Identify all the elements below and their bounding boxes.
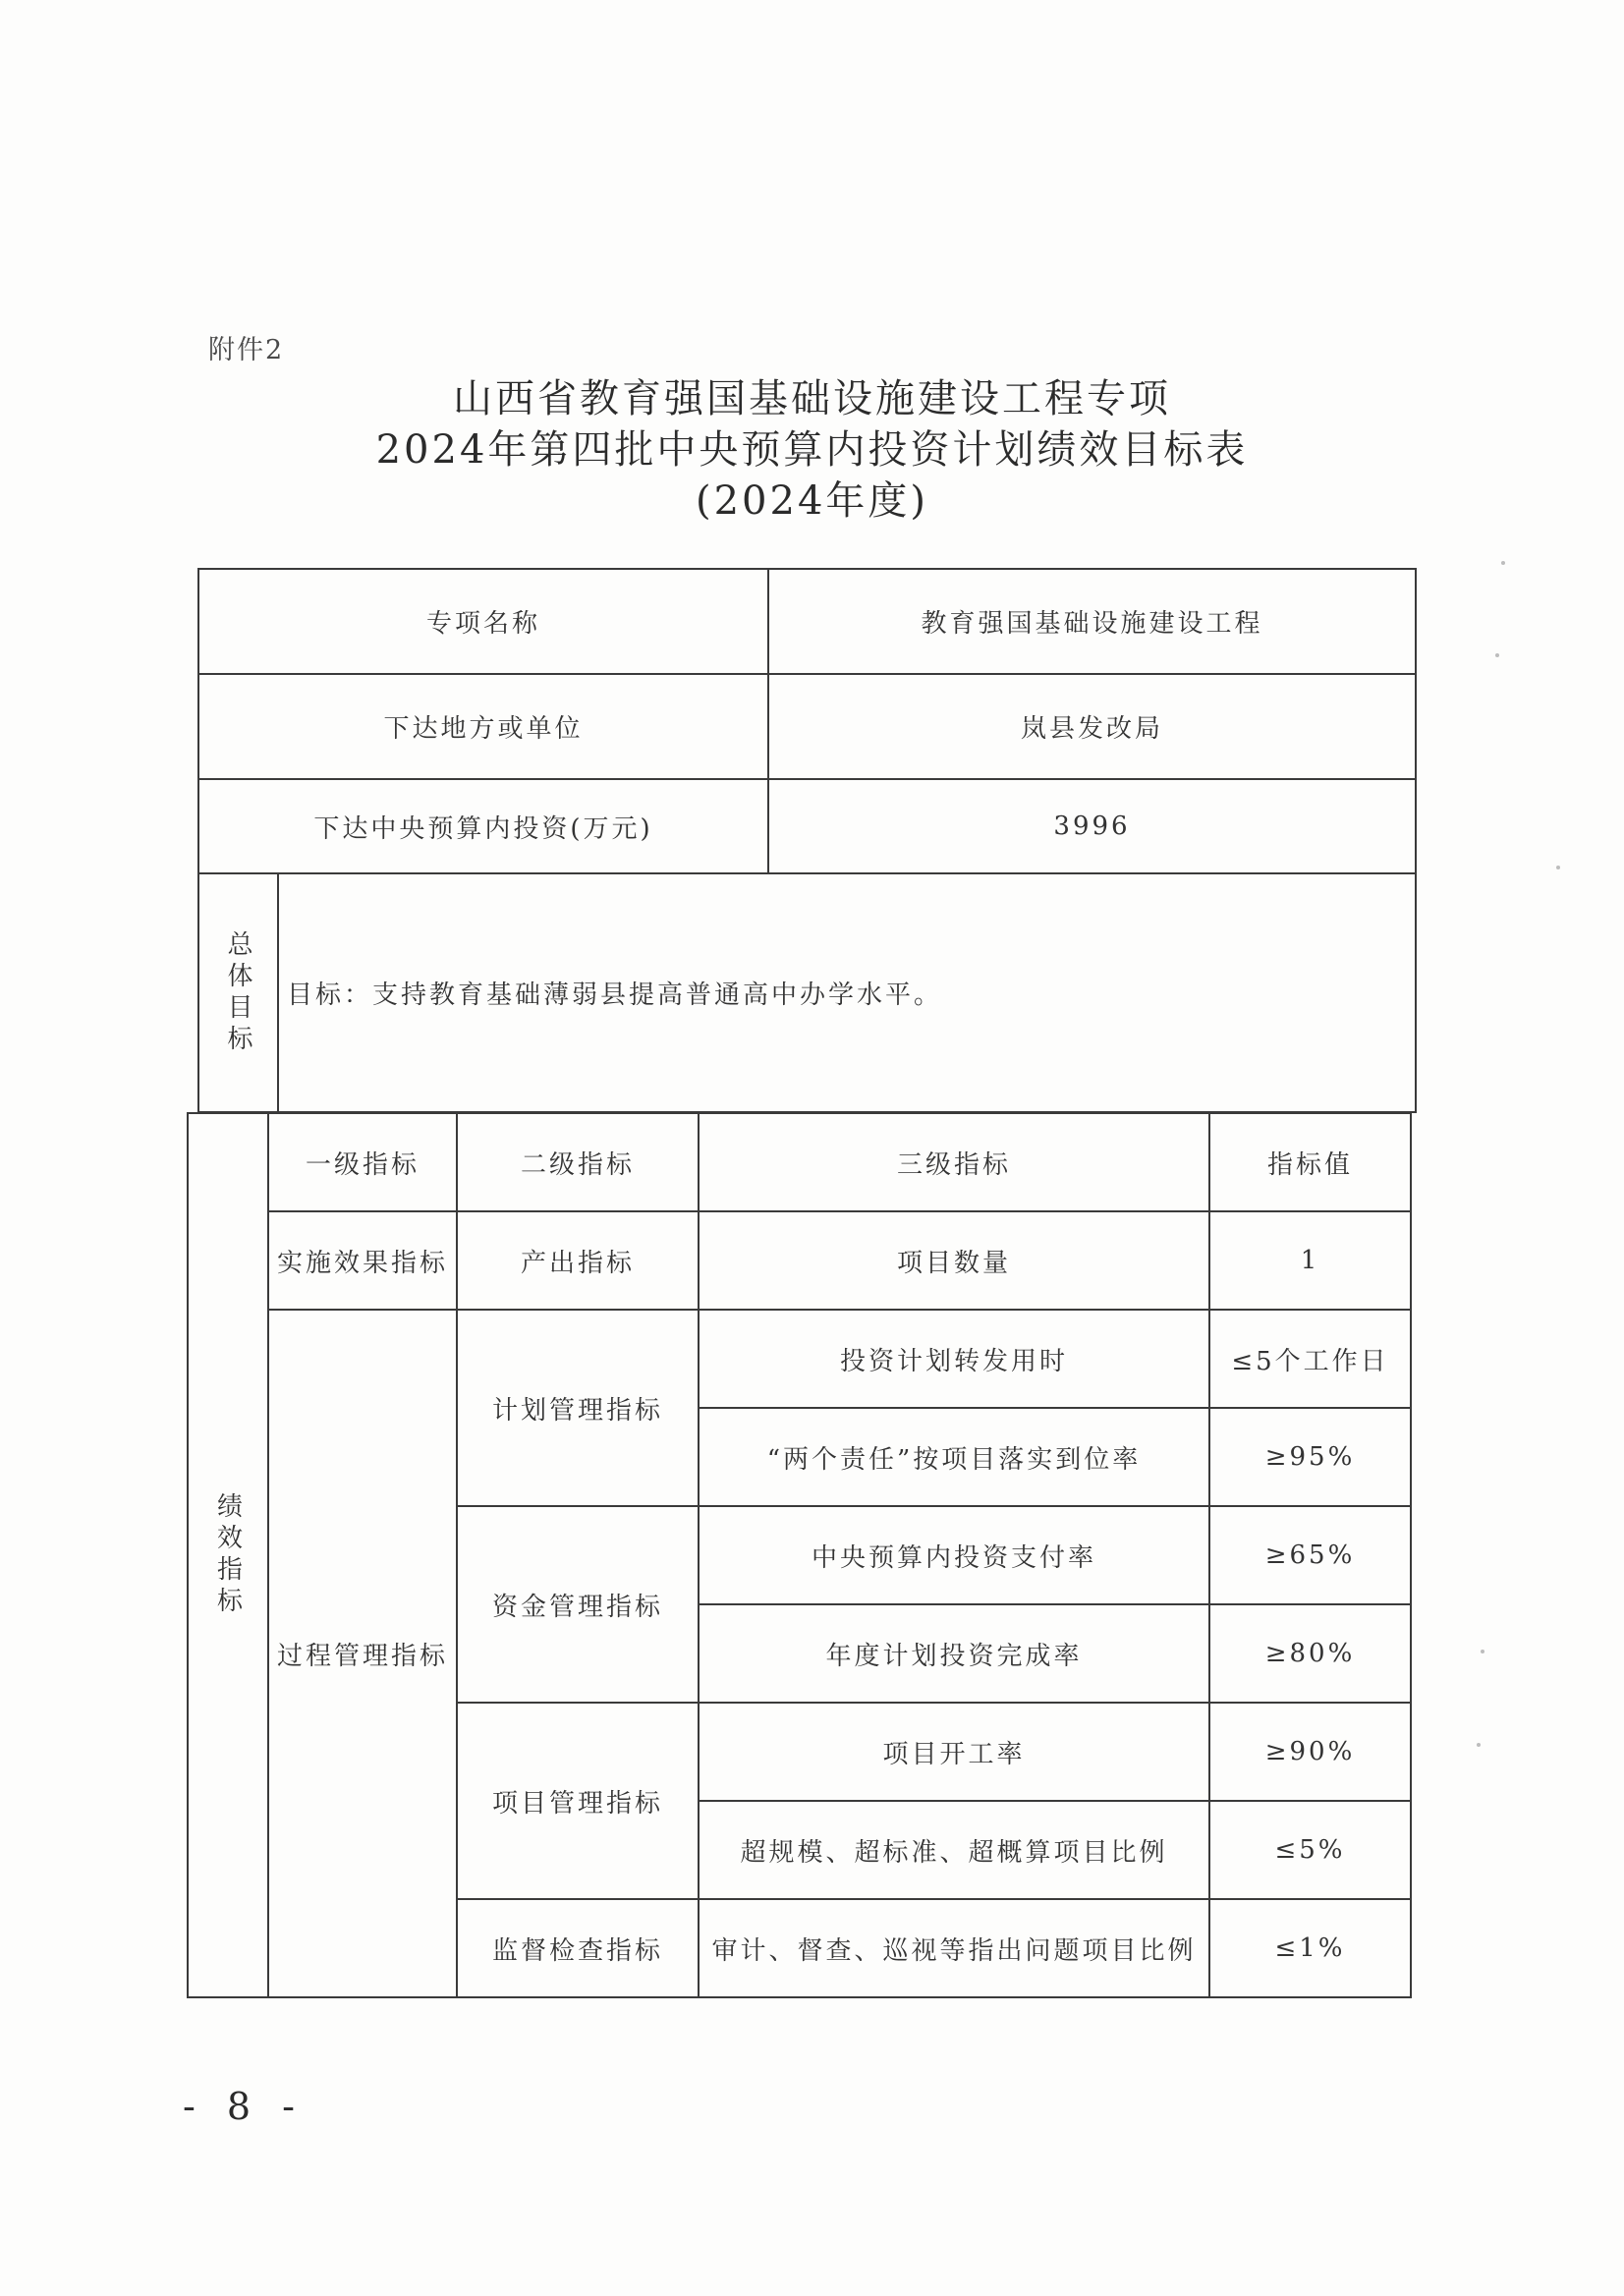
performance-metrics-table [187,1112,1412,1998]
scan-speck [1556,866,1560,869]
attachment-label: 附件2 [208,335,285,365]
project-row-2-value: ≤5% [1209,1801,1411,1899]
process-level1: 过程管理指标 [268,1310,457,1997]
project-info-table [197,568,1417,1113]
overall-goal-text: 目标：支持教育基础薄弱县提高普通高中办学水平。 [278,873,1416,1112]
effect-level1: 实施效果指标 [268,1211,457,1310]
overall-goal-label-cell [198,873,278,1112]
table-row [198,674,1416,779]
plan-row-1-value: ≤5个工作日 [1209,1310,1411,1408]
table-row [188,1310,1411,1408]
header-level3: 三级指标 [699,1113,1209,1211]
supervision-value: ≤1% [1209,1899,1411,1997]
supervision-label: 监督检查指标 [457,1899,699,1997]
header-value: 指标值 [1209,1113,1411,1211]
recipient-label: 下达地方或单位 [198,674,768,779]
title-line-2: 2024年第四批中央预算内投资计划绩效目标表 [375,427,1249,473]
scan-speck [1477,1743,1481,1747]
plan-mgmt-label: 计划管理指标 [457,1310,699,1506]
scan-speck [1501,561,1505,565]
overall-goal-label: 总体目标 [223,929,252,1056]
effect-level2: 产出指标 [457,1211,699,1310]
title-line-3: (2024年度) [695,478,928,524]
table-row [188,1113,1411,1211]
fund-row-2-level3: 年度计划投资完成率 [699,1604,1209,1703]
plan-row-2-value: ≥95% [1209,1408,1411,1506]
fund-mgmt-label: 资金管理指标 [457,1506,699,1703]
table-row [198,873,1416,1112]
project-name-label: 专项名称 [198,569,768,674]
project-name-value: 教育强国基础设施建设工程 [768,569,1416,674]
project-mgmt-label: 项目管理指标 [457,1703,699,1899]
metrics-side-label: 绩效指标 [212,1492,243,1618]
page-number: - 8 - [183,2085,306,2128]
investment-label: 下达中央预算内投资(万元) [198,779,768,873]
table-row [188,1211,1411,1310]
plan-row-2-level3: “两个责任”按项目落实到位率 [699,1408,1209,1506]
project-row-1-level3: 项目开工率 [699,1703,1209,1801]
fund-row-2-value: ≥80% [1209,1604,1411,1703]
header-level1: 一级指标 [268,1113,457,1211]
investment-value: 3996 [768,779,1416,873]
plan-row-1-level3: 投资计划转发用时 [699,1310,1209,1408]
effect-level3: 项目数量 [699,1211,1209,1310]
fund-row-1-value: ≥65% [1209,1506,1411,1604]
title-line-1: 山西省教育强国基础设施建设工程专项 [453,376,1171,421]
fund-row-1-level3: 中央预算内投资支付率 [699,1506,1209,1604]
table-row [198,569,1416,674]
recipient-value: 岚县发改局 [768,674,1416,779]
supervision-level3: 审计、督查、巡视等指出问题项目比例 [699,1899,1209,1997]
effect-value: 1 [1209,1211,1411,1310]
project-row-2-level3: 超规模、超标准、超概算项目比例 [699,1801,1209,1899]
scan-speck [1495,653,1499,657]
header-level2: 二级指标 [457,1113,699,1211]
metrics-side-label-cell [188,1113,268,1997]
project-row-1-value: ≥90% [1209,1703,1411,1801]
scan-speck [1481,1650,1484,1653]
document-title [0,373,1624,527]
table-row [198,779,1416,873]
